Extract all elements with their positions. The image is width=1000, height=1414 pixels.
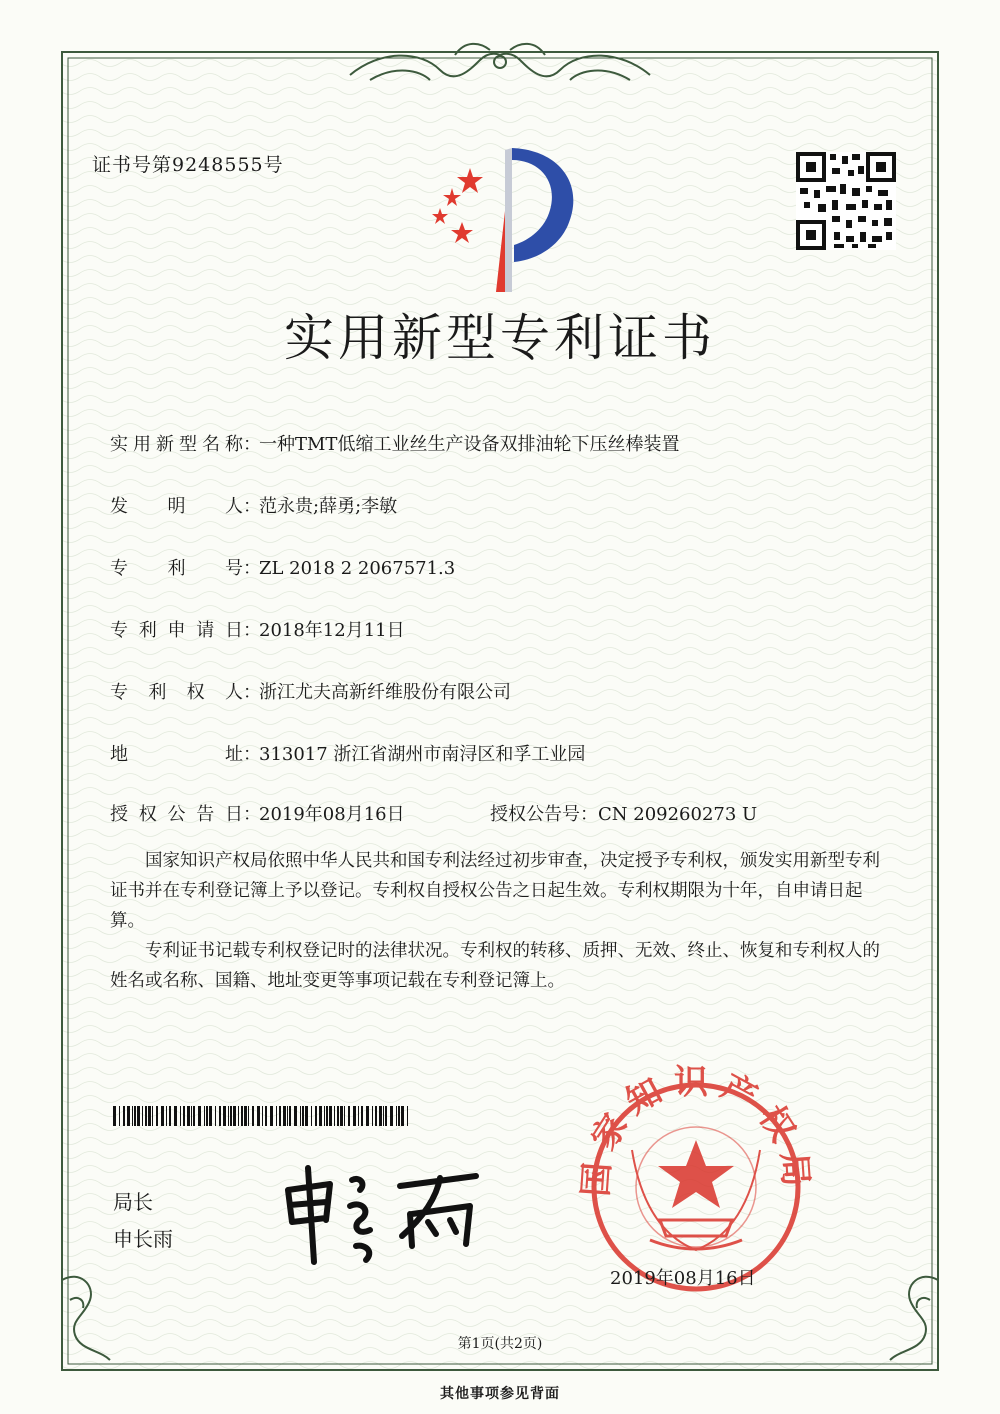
seal-issue-date: 2019年08月16日 <box>610 1268 756 1289</box>
field-patent-no: 专利号：ZL 2018 2 2067571.3 <box>110 554 455 580</box>
field-grant-no: 授权公告号：CN 209260273 U <box>490 804 758 825</box>
field-name: 实用新型名称：一种TMT低缩工业丝生产设备双排油轮下压丝棒装置 <box>110 430 679 456</box>
inventor-value: 范永贵;薛勇;李敏 <box>259 496 398 517</box>
field-label: 发明人 <box>110 496 243 517</box>
director-name: 申长雨 <box>113 1227 173 1251</box>
field-label: 专利权人 <box>110 682 243 703</box>
grant-date-value: 2019年08月16日 <box>259 804 405 825</box>
certificate-number: 证书号第9248555号 <box>92 154 284 176</box>
address-value: 313017 浙江省湖州市南浔区和孚工业园 <box>259 744 586 765</box>
application-date-value: 2018年12月11日 <box>259 620 405 641</box>
field-label: 专利号 <box>110 558 243 579</box>
certificate-title: 实用新型专利证书 <box>284 309 716 367</box>
page-info: 第1页(共2页) <box>457 1336 543 1352</box>
grant-no-value: CN 209260273 U <box>598 804 758 825</box>
field-label: 地址 <box>110 744 243 765</box>
patent-no-value: ZL 2018 2 2067571.3 <box>259 558 456 579</box>
field-label: 实用新型名称 <box>110 434 243 455</box>
body-paragraph-2: 专利证书记载专利权登记时的法律状况。专利权的转移、质押、无效、终止、恢复和专利权人的姓名或名称、国籍、地址变更等事项记载在专利登记簿上。 <box>110 941 880 991</box>
seal-text: 国家知识产权局 <box>575 1062 817 1198</box>
field-inventor: 发明人：范永贵;薛勇;李敏 <box>110 492 397 518</box>
qr-code-icon <box>796 152 896 250</box>
body-paragraph-1: 国家知识产权局依照中华人民共和国专利法经过初步审查，决定授予专利权，颁发实用新型专利证书并在专利登记簿上予以登记。专利权自授权公告之日起生效。专利权期限为十年，自申请日起算。 <box>110 851 880 931</box>
field-label: 专利申请日 <box>110 620 243 641</box>
utility-model-name: 一种TMT低缩工业丝生产设备双排油轮下压丝棒装置 <box>259 434 680 455</box>
field-label: 授权公告号 <box>490 804 580 825</box>
field-grant-date: 授权公告日：2019年08月16日 <box>110 800 405 826</box>
patentee-value: 浙江尤夫高新纤维股份有限公司 <box>259 682 511 703</box>
field-address: 地址：313017 浙江省湖州市南浔区和孚工业园 <box>110 740 585 766</box>
back-note: 其他事项参见背面 <box>440 1386 560 1402</box>
field-application-date: 专利申请日：2018年12月11日 <box>110 616 405 642</box>
field-label: 授权公告日 <box>110 804 243 825</box>
director-title: 局长 <box>113 1190 153 1214</box>
field-patentee: 专利权人：浙江尤夫高新纤维股份有限公司 <box>110 678 511 704</box>
